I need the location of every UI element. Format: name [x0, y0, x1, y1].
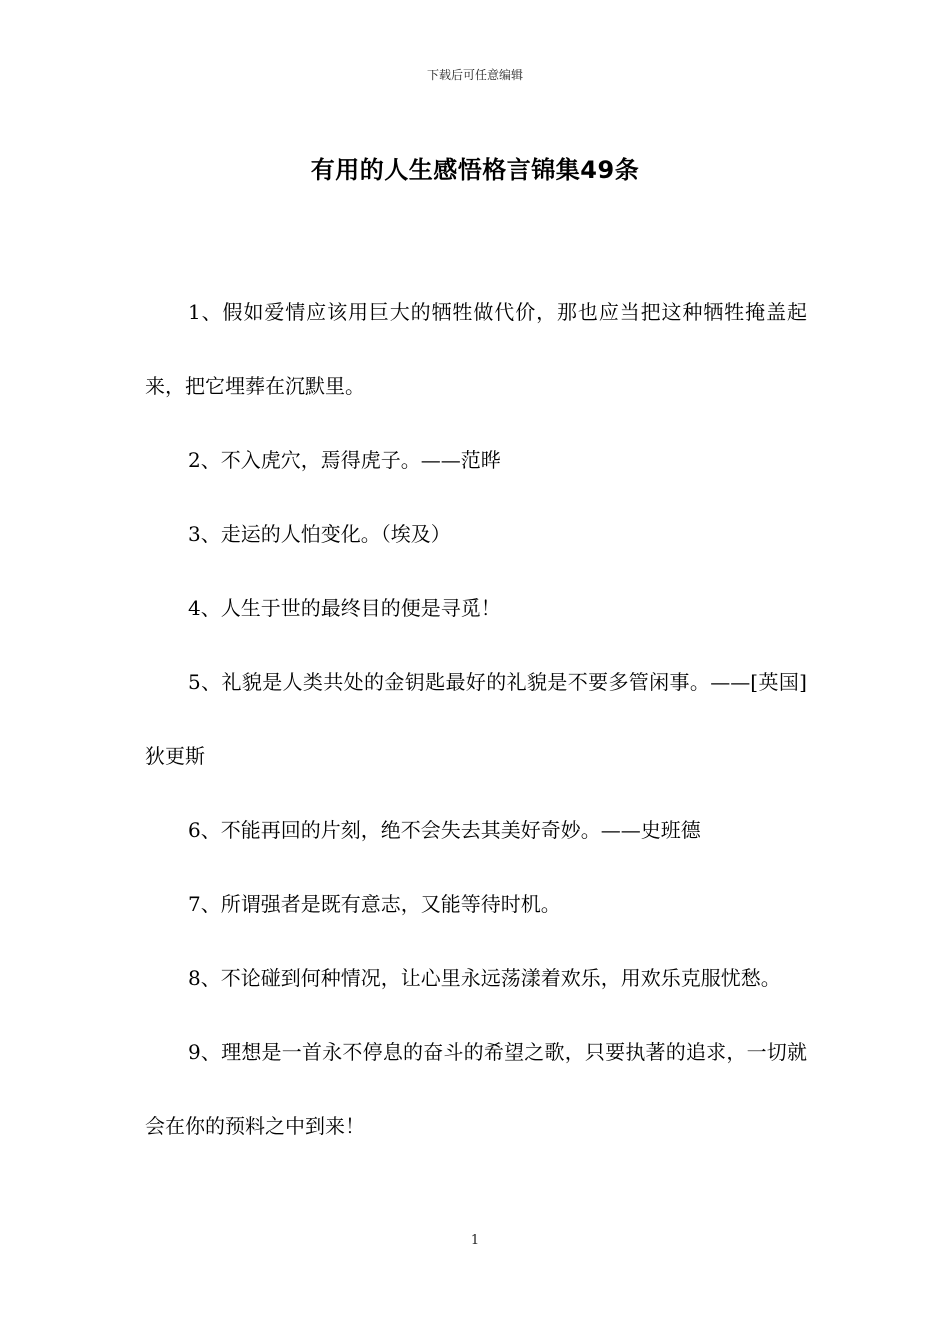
paragraph-1: 1、假如爱情应该用巨大的牺牲做代价，那也应当把这种牺牲掩盖起来，把它埋葬在沉默里。 — [145, 300, 807, 398]
paragraph-5: 5、礼貌是人类共处的金钥匙最好的礼貌是不要多管闲事。——[英国]狄更斯 — [145, 670, 807, 768]
paragraph-9: 9、理想是一首永不停息的奋斗的希望之歌，只要执著的追求，一切就会在你的预料之中到来！ — [145, 1040, 807, 1138]
paragraph-8: 8、不论碰到何种情况，让心里永远荡漾着欢乐，用欢乐克服忧愁。 — [188, 966, 781, 990]
document-body — [145, 275, 807, 1163]
paragraph-2: 2、不入虎穴，焉得虎子。——范晔 — [188, 448, 501, 472]
paragraph-4: 4、人生于世的最终目的便是寻觅！ — [188, 596, 501, 620]
document-title: 有用的人生感悟格言锦集49条 — [310, 156, 640, 184]
paragraph-3: 3、走运的人怕变化。（埃及） — [188, 522, 451, 546]
paragraph-7: 7、所谓强者是既有意志，又能等待时机。 — [188, 892, 561, 916]
header-note: 下载后可任意编辑 — [426, 68, 523, 82]
paragraph-6: 6、不能再回的片刻，绝不会失去其美好奇妙。——史班德 — [188, 818, 701, 842]
page-number: 1 — [470, 1233, 480, 1248]
